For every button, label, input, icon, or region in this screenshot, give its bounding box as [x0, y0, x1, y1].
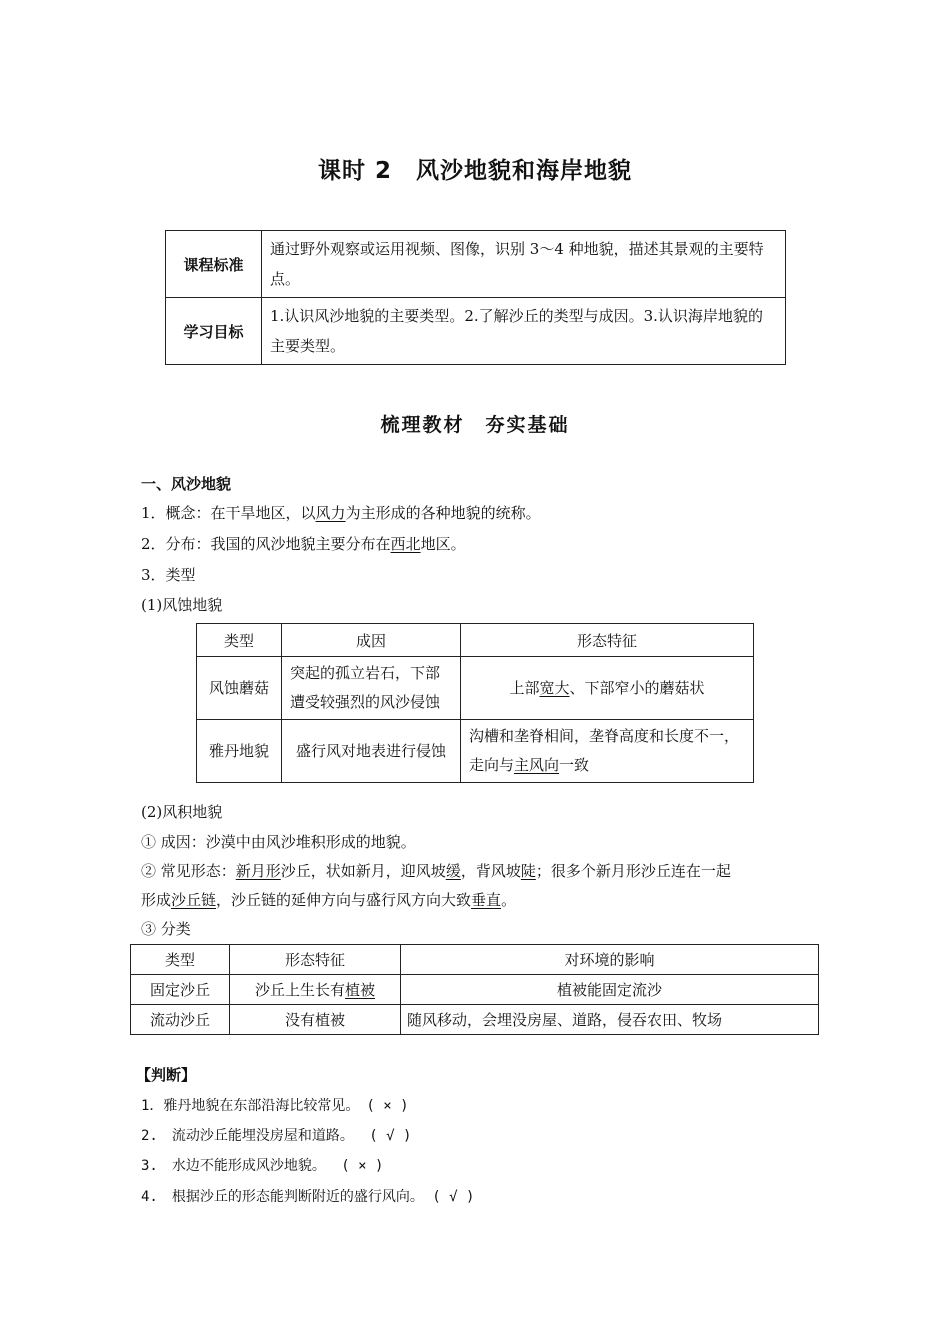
judgment-item: 2. 流动沙丘能埋没房屋和道路。 ( √ ) [141, 1128, 412, 1144]
table-cell: 植被能固定流沙 [401, 975, 819, 1005]
column-header: 类型 [197, 624, 282, 657]
fill-blank: 新月形 [235, 862, 281, 880]
judgment-heading: 【判断】 [136, 1066, 197, 1084]
concept-line: 1．概念：在干旱地区，以风力为主形成的各种地貌的统称。 [141, 504, 541, 522]
table-cell: 盛行风对地表进行侵蚀 [282, 720, 461, 783]
table-cell: 风蚀蘑菇 [197, 657, 282, 720]
dune-classification-table [130, 944, 819, 1035]
deposition-heading: (2)风积地貌 [141, 803, 223, 821]
types-heading: 3．类型 [141, 566, 196, 584]
fill-blank: 缓 [445, 862, 461, 880]
page-title: 课时 2 风沙地貌和海岸地貌 [317, 158, 632, 184]
table-header-row [131, 945, 819, 975]
column-header: 对环境的影响 [401, 945, 819, 975]
classify-heading: ③ 分类 [141, 920, 191, 938]
goal-label: 学习目标 [166, 298, 262, 365]
forms-line-1: ② 常见形态：新月形沙丘，状如新月，迎风坡缓，背风坡陡；很多个新月形沙丘连在一起 [141, 862, 731, 880]
column-header: 类型 [131, 945, 230, 975]
judgment-item: 3. 水边不能形成风沙地貌。 ( × ) [141, 1158, 384, 1174]
table-cell: 上部宽大、下部窄小的蘑菇状 [461, 657, 754, 720]
erosion-heading: (1)风蚀地貌 [141, 596, 223, 614]
table-cell: 突起的孤立岩石，下部遭受较强烈的风沙侵蚀 [282, 657, 461, 720]
table-header-row [197, 624, 754, 657]
distribution-line: 2．分布：我国的风沙地貌主要分布在西北地区。 [141, 535, 466, 553]
wind-erosion-table [196, 623, 754, 783]
table-cell: 雅丹地貌 [197, 720, 282, 783]
table-cell: 沙丘上生长有植被 [230, 975, 401, 1005]
judgment-item: 4. 根据沙丘的形态能判断附近的盛行风向。 ( √ ) [141, 1189, 475, 1205]
table-row [166, 231, 786, 298]
section-title: 梳理教材 夯实基础 [380, 414, 570, 436]
judgment-item: 1．雅丹地貌在东部沿海比较常见。 ( × ) [141, 1098, 409, 1114]
curriculum-text: 通过野外观察或运用视频、图像，识别 3～4 种地貌，描述其景观的主要特点。 [262, 231, 786, 298]
table-row [131, 1005, 819, 1035]
table-cell: 流动沙丘 [131, 1005, 230, 1035]
table-row [197, 720, 754, 783]
table-row [131, 975, 819, 1005]
fill-blank: 西北 [390, 535, 421, 553]
table-cell: 沟槽和垄脊相间，垄脊高度和长度不一，走向与主风向一致 [461, 720, 754, 783]
fill-blank: 宽大 [539, 678, 570, 697]
curriculum-standards-table [165, 230, 786, 365]
curriculum-label: 课程标准 [166, 231, 262, 298]
fill-blank: 陡 [520, 862, 536, 880]
column-header: 成因 [282, 624, 461, 657]
table-cell: 固定沙丘 [131, 975, 230, 1005]
fill-blank: 沙丘链 [171, 891, 217, 909]
fill-blank: 主风向 [514, 756, 560, 774]
fill-blank: 植被 [345, 981, 376, 999]
fill-blank: 垂直 [471, 891, 502, 909]
part-heading: 一、风沙地貌 [141, 475, 232, 493]
table-row [166, 298, 786, 365]
table-cell: 没有植被 [230, 1005, 401, 1035]
column-header: 形态特征 [230, 945, 401, 975]
fill-blank: 风力 [315, 504, 346, 522]
forms-line-2: 形成沙丘链，沙丘链的延伸方向与盛行风方向大致垂直。 [141, 891, 517, 909]
goal-text: 1.认识风沙地貌的主要类型。2.了解沙丘的类型与成因。3.认识海岸地貌的主要类型。 [262, 298, 786, 365]
cause-line: ① 成因：沙漠中由风沙堆积形成的地貌。 [141, 833, 416, 851]
table-row [197, 657, 754, 720]
table-cell: 随风移动，会埋没房屋、道路，侵吞农田、牧场 [401, 1005, 819, 1035]
column-header: 形态特征 [461, 624, 754, 657]
